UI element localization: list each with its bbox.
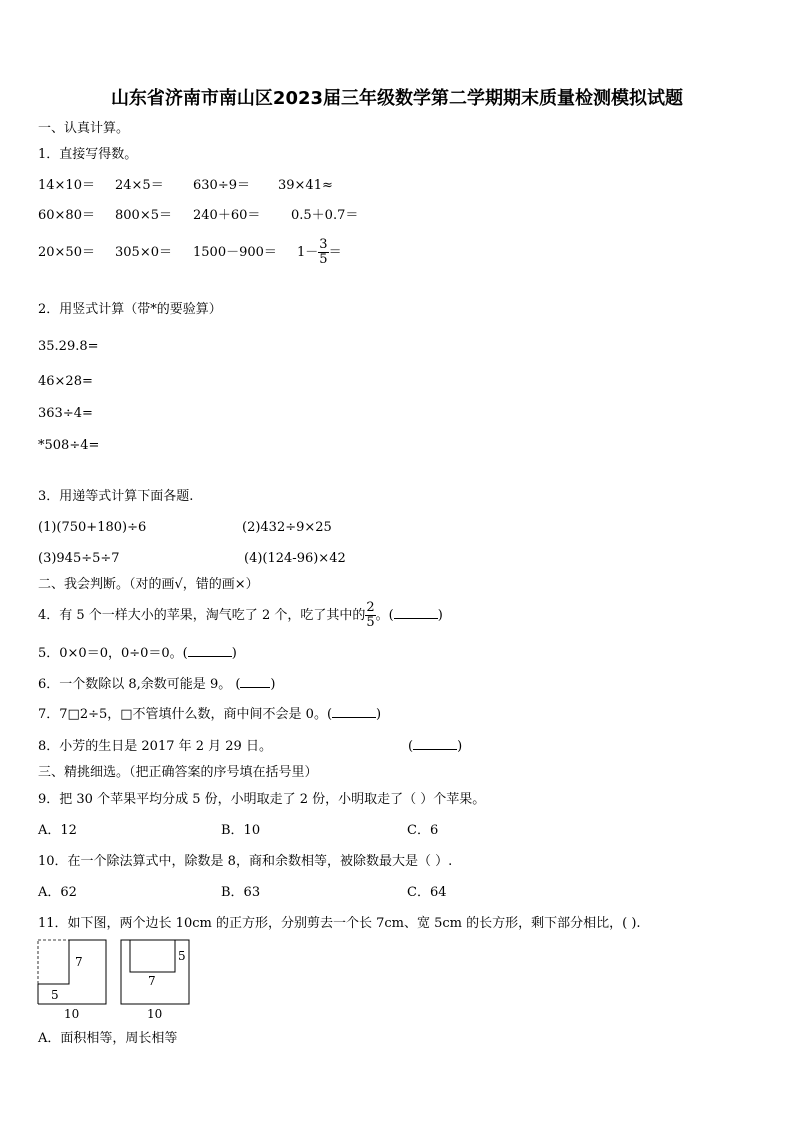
- q1-item: 24×5＝: [115, 178, 164, 193]
- q7-line: [38, 707, 381, 723]
- q2-item: *508÷4=: [38, 438, 100, 453]
- q1-heading: 1．直接写得数。: [38, 147, 138, 162]
- page-title: 山东省济南市南山区2023届三年级数学第二学期期末质量检测模拟试题: [110, 88, 684, 109]
- q4-fraction: [365, 601, 375, 630]
- q3-item: (1)(750+180)÷6: [38, 520, 147, 535]
- fraction-denominator: 5: [366, 615, 375, 630]
- q7-text: 7．7□2÷5，□不管填什么数，商中间不会是 0。(: [38, 707, 333, 722]
- q10-text: 10．在一个除法算式中，除数是 8，商和余数相等，被除数最大是（ ）.: [38, 854, 453, 869]
- paren-close: ): [376, 707, 382, 722]
- q6-text: 6．一个数除以 8,余数可能是 9。 (: [38, 677, 241, 692]
- label-5: 5: [178, 949, 186, 963]
- q11-option-a[interactable]: A．面积相等，周长相等: [38, 1031, 178, 1046]
- q2-heading: 2．用竖式计算（带*的要验算）: [38, 302, 222, 317]
- q5-line: [38, 646, 237, 662]
- q1-item: 20×50＝: [38, 245, 95, 260]
- paren-open: (: [408, 739, 414, 754]
- full-square-outline: [38, 940, 106, 1004]
- fraction: [318, 238, 328, 267]
- q1-item: 60×80＝: [38, 208, 95, 223]
- q1-item: 240＋60＝: [193, 208, 261, 223]
- label-7: 7: [148, 974, 156, 988]
- label-5: 5: [51, 988, 59, 1002]
- paren-close: ): [437, 608, 443, 623]
- q4-line: [38, 599, 443, 633]
- q11-figure-2: [119, 938, 195, 1020]
- q1-item: 800×5＝: [115, 208, 172, 223]
- q3-item: (4)(124-96)×42: [244, 551, 346, 566]
- q3-item: (2)432÷9×25: [242, 520, 332, 535]
- fraction-numerator: 3: [319, 237, 328, 252]
- remaining-shape: [38, 940, 106, 1004]
- q11-text: 11．如下图，两个边长 10cm 的正方形，分别剪去一个长 7cm、宽 5cm 的长方形，剩下部分相比，( ).: [38, 916, 641, 931]
- q4-tail: 。(: [375, 608, 394, 623]
- q1-fraction-item: [297, 236, 342, 270]
- q1-item: 0.5＋0.7＝: [291, 208, 359, 223]
- q1-item: 630÷9＝: [193, 178, 250, 193]
- paren-close: ): [270, 677, 276, 692]
- q8-answer: [408, 739, 462, 755]
- q1-item: 14×10＝: [38, 178, 95, 193]
- fraction-numerator: 2: [366, 600, 375, 615]
- q11-figure-1: [36, 938, 110, 1020]
- cut-rectangle: [130, 940, 175, 972]
- q9-text: 9．把 30 个苹果平均分成 5 份，小明取走了 2 份，小明取走了（ ）个苹果。: [38, 792, 486, 807]
- fraction-prefix: 1－: [297, 245, 319, 260]
- q10-option-b[interactable]: B．63: [221, 885, 261, 900]
- q1-item: 39×41≈: [278, 178, 333, 193]
- label-10: 10: [147, 1007, 163, 1020]
- fraction-suffix: ＝: [328, 245, 342, 260]
- answer-blank[interactable]: [394, 618, 438, 619]
- section-3-heading: 三、精挑细选。（把正确答案的序号填在括号里）: [38, 765, 318, 780]
- section-1-heading: 一、认真计算。: [38, 121, 130, 136]
- answer-blank[interactable]: [413, 749, 457, 750]
- q4-text: 4．有 5 个一样大小的苹果，淘气吃了 2 个，吃了其中的: [38, 608, 366, 623]
- q1-item: 1500－900＝: [193, 245, 277, 260]
- paren-close: ): [457, 739, 463, 754]
- q1-item: 305×0＝: [115, 245, 172, 260]
- q9-option-c[interactable]: C．6: [407, 823, 439, 838]
- q5-text: 5．0×0＝0，0÷0＝0。(: [38, 646, 188, 661]
- q9-option-b[interactable]: B．10: [221, 823, 261, 838]
- q8-text: 8．小芳的生日是 2017 年 2 月 29 日。: [38, 739, 272, 754]
- q2-item: 46×28=: [38, 374, 93, 389]
- q3-item: (3)945÷5÷7: [38, 551, 120, 566]
- paren-close: ): [231, 646, 237, 661]
- q10-option-a[interactable]: A．62: [38, 885, 77, 900]
- section-2-heading: 二、我会判断。（对的画√，错的画×）: [38, 577, 259, 592]
- answer-blank[interactable]: [332, 717, 376, 718]
- q10-option-c[interactable]: C．64: [407, 885, 447, 900]
- q3-heading: 3．用递等式计算下面各题.: [38, 489, 194, 504]
- q6-line: [38, 677, 276, 693]
- fraction-denominator: 5: [319, 252, 328, 267]
- q2-item: 35.29.8=: [38, 339, 99, 354]
- answer-blank[interactable]: [240, 687, 270, 688]
- q9-option-a[interactable]: A．12: [38, 823, 77, 838]
- q2-item: 363÷4=: [38, 406, 93, 421]
- label-10: 10: [64, 1007, 80, 1020]
- label-7: 7: [75, 955, 83, 969]
- answer-blank[interactable]: [188, 656, 232, 657]
